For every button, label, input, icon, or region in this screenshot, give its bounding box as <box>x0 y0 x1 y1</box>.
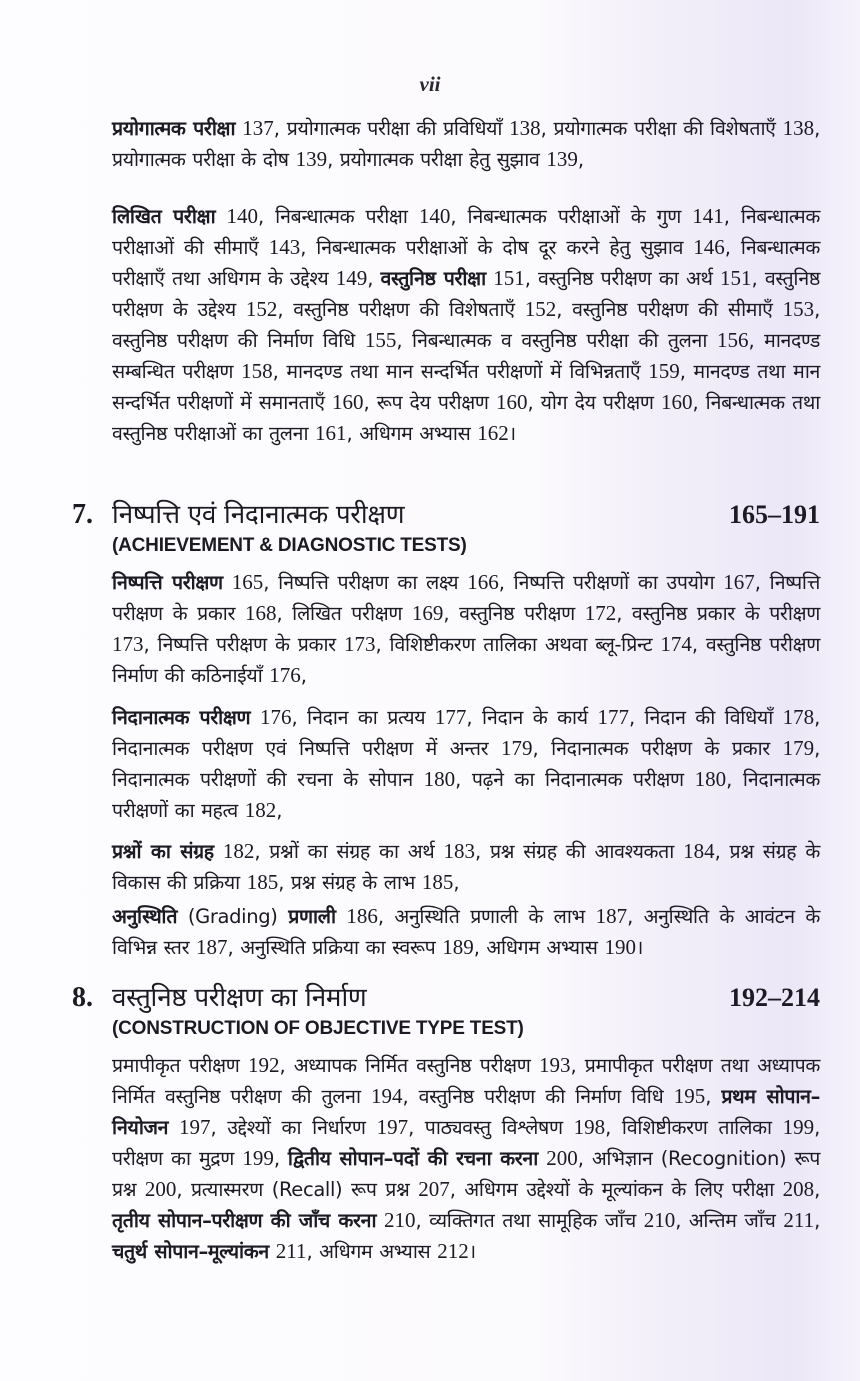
chapter-title: निष्पत्ति एवं निदानात्मक परीक्षण <box>112 500 405 530</box>
chapter-8-heading <box>72 978 820 1040</box>
toc-topic-text: 210, व्यक्तिगत तथा सामूहिक जाँच 210, अन्तिम जाँच 211, <box>383 1208 820 1232</box>
toc-topic-text: 140, निबन्धात्मक परीक्षा 140, निबन्धात्मक परीक्षाओं के गुण 141, निबन्धात्मक परीक्षाओं की सीमाएँ 143, निबन्धात्मक परीक्षाओं के दोष दूर करने हेतु सुझाव 146, निबन्धात्मक परीक्षाएँ तथा अधिगम के उद्देश्य 149, <box>112 204 820 290</box>
toc-topic-heading: लिखित परीक्षा <box>112 205 216 228</box>
toc-topic-heading: निष्पत्ति परीक्षण <box>112 571 223 594</box>
toc-topic-text: 200, अभिज्ञान (Recognition) रूप प्रश्न 200, प्रत्यास्मरण (Recall) रूप प्रश्न 207, अधिगम उद्देश्यों के मूल्यांकन के लिए परीक्षा 208, <box>112 1146 821 1201</box>
toc-topic-text: (Grading) <box>177 905 289 928</box>
toc-topic-text: 176, निदान का प्रत्यय 177, निदान के कार्य 177, निदान की विधियाँ 178, निदानात्मक परीक्षण एवं निष्पत्ति परीक्षण में अन्तर 179, निदानात्मक परीक्षण के प्रकार 179, निदानात्मक परीक्षणों की रचना के सोपान 180, पढ़ने का निदानात्मक परीक्षण 180, निदानात्मक परीक्षणों का महत्व 182, <box>112 705 821 822</box>
toc-paragraph-objective-test-construction <box>112 1050 820 1267</box>
toc-topic-text: प्रमापीकृत परीक्षण 192, अध्यापक निर्मित वस्तुनिष्ठ परीक्षण 193, प्रमापीकृत परीक्षण तथा अध्यापक निर्मित वस्तुनिष्ठ परीक्षण की तुलना 194, वस्तुनिष्ठ परीक्षण की निर्माण विधि 195, <box>112 1053 820 1108</box>
toc-topic-heading: अनुस्थिति <box>112 905 178 928</box>
toc-topic-heading: चतुर्थ सोपान–मूल्यांकन <box>112 1240 269 1263</box>
chapter-page-range: 192–214 <box>729 983 820 1012</box>
toc-paragraph-achievement-test <box>112 567 820 691</box>
toc-topic-text: 197, उद्देश्यों का निर्धारण 197, पाठ्यवस्तु विश्लेषण 198, विशिष्टीकरण तालिका 199, परीक्षण का मुद्रण 199, <box>112 1115 820 1170</box>
chapter-page-range: 165–191 <box>729 500 820 529</box>
toc-topic-heading: प्रथम सोपान–नियोजन <box>112 1085 820 1139</box>
toc-topic-heading: निदानात्मक परीक्षण <box>112 706 251 729</box>
toc-topic-text: 165, निष्पत्ति परीक्षण का लक्ष्य 166, निष्पत्ति परीक्षणों का उपयोग 167, निष्पत्ति परीक्षण के प्रकार 168, लिखित परीक्षण 169, वस्तुनिष्ठ परीक्षण 172, वस्तुनिष्ठ प्रकार के परीक्षण 173, निष्पत्ति परीक्षण के प्रकार 173, विशिष्टीकरण तालिका अथवा ब्लू-प्रिन्ट 174, वस्तुनिष्ठ परीक्षण निर्माण की कठिनाईयाँ 176, <box>112 570 821 687</box>
toc-paragraph-written-test <box>112 201 820 449</box>
toc-topic-text: 182, प्रश्नों का संग्रह का अर्थ 183, प्रश्न संग्रह की आवश्यकता 184, प्रश्न संग्रह के विकास की प्रक्रिया 185, प्रश्न संग्रह के लाभ 185, <box>112 839 820 894</box>
toc-paragraph-practical-test <box>112 113 820 175</box>
chapter-number: 8. <box>72 982 93 1013</box>
toc-topic-heading: द्वितीय सोपान–पदों की रचना करना <box>287 1147 538 1170</box>
toc-topic-heading: वस्तुनिष्ठ परीक्षा <box>380 267 486 290</box>
toc-topic-heading: प्रणाली <box>288 905 336 928</box>
toc-topic-heading: प्रयोगात्मक परीक्षा <box>112 117 236 140</box>
chapter-number: 7. <box>72 499 93 530</box>
chapter-english-title: (ACHIEVEMENT & DIAGNOSTIC TESTS) <box>112 535 467 556</box>
toc-topic-text: 151, वस्तुनिष्ठ परीक्षण का अर्थ 151, वस्तुनिष्ठ परीक्षण के उद्देश्य 152, वस्तुनिष्ठ परीक्षण की विशेषताएँ 152, वस्तुनिष्ठ परीक्षण की सीमाएँ 153, वस्तुनिष्ठ परीक्षण की निर्माण विधि 155, निबन्धात्मक व वस्तुनिष्ठ परीक्षा की तुलना 156, मानदण्ड सम्बन्धित परीक्षण 158, मानदण्ड तथा मान सन्दर्भित परीक्षणों में विभिन्नताएँ 159, मानदण्ड तथा मान सन्दर्भित परीक्षणों में समानताएँ 160, रूप देय परीक्षण 160, योग देय परीक्षण 160, निबन्धात्मक तथा वस्तुनिष्ठ परीक्षाओं का तुलना 161, अधिगम अभ्यास 162। <box>112 266 820 445</box>
toc-topic-text: 186, अनुस्थिति प्रणाली के लाभ 187, अनुस्थिति के आवंटन के विभिन्न स्तर 187, अनुस्थिति प्रक्रिया का स्वरूप 189, अधिगम अभ्यास 190। <box>112 904 821 959</box>
page-number: vii <box>419 72 441 96</box>
toc-topic-heading: प्रश्नों का संग्रह <box>112 840 214 863</box>
toc-topic-heading: तृतीय सोपान–परीक्षण की जाँच करना <box>112 1209 377 1232</box>
chapter-7-heading <box>72 495 820 557</box>
chapter-title: वस्तुनिष्ठ परीक्षण का निर्माण <box>112 983 367 1013</box>
toc-paragraph-question-bank <box>112 836 820 898</box>
toc-topic-text: 211, अधिगम अभ्यास 212। <box>275 1239 476 1263</box>
toc-paragraph-grading-system <box>112 901 820 963</box>
chapter-english-title: (CONSTRUCTION OF OBJECTIVE TYPE TEST) <box>112 1018 524 1039</box>
toc-topic-text: 137, प्रयोगात्मक परीक्षा की प्रविधियाँ 138, प्रयोगात्मक परीक्षा की विशेषताएँ 138, प्रयोगात्मक परीक्षा के दोष 139, प्रयोगात्मक परीक्षा हेतु सुझाव 139, <box>112 116 820 171</box>
toc-paragraph-diagnostic-test <box>112 702 820 826</box>
